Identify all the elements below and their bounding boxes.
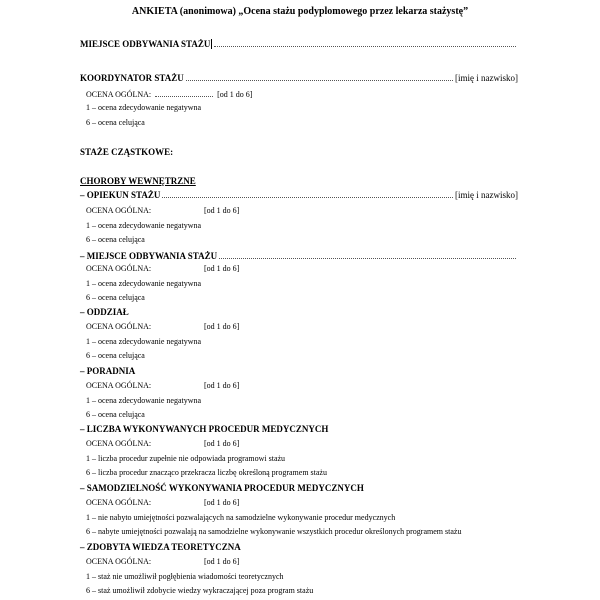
place-input[interactable]	[214, 45, 516, 47]
knowledge-scale-high: 6 – staż umożliwił zdobycie wiedzy wykraczającej poza program stażu	[86, 586, 314, 595]
tutor-scale-low: 1 – ocena zdecydowanie negatywna	[86, 221, 202, 230]
coordinator-rating-row	[86, 88, 252, 99]
independence-scale-low: 1 – nie nabyto umiejętności pozwalających na samodzielne wykonywanie procedur medycznych	[86, 513, 396, 522]
procedures-scale-low: 1 – liczba procedur zupełnie nie odpowiada programowi stażu	[86, 454, 286, 463]
tutor-scale-high: 6 – ocena celująca	[86, 235, 145, 244]
ward-scale-low: 1 – ocena zdecydowanie negatywna	[86, 337, 202, 346]
place-scale-high: 6 – ocena celująca	[86, 293, 145, 302]
coordinator-rating-label: OCENA OGÓLNA:	[86, 90, 152, 99]
coordinator-field-row	[80, 71, 518, 83]
coordinator-name-input[interactable]	[186, 79, 453, 81]
independence-rating-hint: [od 1 do 6]	[204, 498, 240, 507]
knowledge-section-label: – ZDOBYTA WIEDZA TEORETYCZNA	[80, 542, 241, 552]
tutor-field-row	[80, 188, 518, 200]
procedures-rating-label: OCENA OGÓLNA:	[86, 439, 152, 448]
partial-internships-heading: STAŻE CZĄSTKOWE:	[80, 147, 174, 157]
coordinator-rating-input[interactable]	[155, 88, 213, 97]
clinic-scale-high: 6 – ocena celująca	[86, 410, 145, 419]
knowledge-rating-row	[86, 557, 239, 566]
page-title: ANKIETA (anonimowa) „Ocena stażu podyplomowego przez lekarza stażystę”	[131, 6, 469, 17]
procedures-scale-high: 6 – liczba procedur znacząco przekracza liczbę określoną programem stażu	[86, 468, 327, 477]
place-section-row	[80, 249, 518, 261]
knowledge-rating-label: OCENA OGÓLNA:	[86, 557, 152, 566]
place-scale-low: 1 – ocena zdecydowanie negatywna	[86, 279, 202, 288]
coordinator-suffix: [imię i nazwisko]	[455, 73, 518, 83]
place-section-input[interactable]	[219, 257, 516, 259]
coordinator-scale-low: 1 – ocena zdecydowanie negatywna	[86, 103, 202, 112]
procedures-section-label: – LICZBA WYKONYWANYCH PROCEDUR MEDYCZNYCH	[80, 424, 329, 434]
place-label: MIEJSCE ODBYWANIA STAŻU	[80, 39, 211, 49]
place-rating-hint: [od 1 do 6]	[204, 264, 240, 273]
independence-section-label: – SAMODZIELNOŚĆ WYKONYWANIA PROCEDUR MEDYCZNYCH	[80, 483, 364, 493]
procedures-rating-hint: [od 1 do 6]	[204, 439, 240, 448]
clinic-scale-low: 1 – ocena zdecydowanie negatywna	[86, 396, 202, 405]
coordinator-label: KOORDYNATOR STAŻU	[80, 73, 184, 83]
tutor-rating-hint: [od 1 do 6]	[204, 206, 240, 215]
tutor-label: – OPIEKUN STAŻU	[80, 190, 161, 200]
place-rating-label: OCENA OGÓLNA:	[86, 264, 152, 273]
tutor-suffix: [imię i nazwisko]	[455, 190, 518, 200]
clinic-rating-row	[86, 381, 239, 390]
clinic-rating-hint: [od 1 do 6]	[204, 381, 240, 390]
tutor-name-input[interactable]	[162, 196, 453, 198]
independence-rating-label: OCENA OGÓLNA:	[86, 498, 152, 507]
clinic-section-label: – PORADNIA	[80, 366, 136, 376]
knowledge-scale-low: 1 – staż nie umożliwił pogłębienia wiadomości teoretycznych	[86, 572, 284, 581]
procedures-rating-row	[86, 439, 239, 448]
internal-medicine-heading: CHOROBY WEWNĘTRZNE	[80, 176, 196, 186]
place-section-label: – MIEJSCE ODBYWANIA STAŻU	[80, 251, 218, 261]
place-rating-row	[86, 264, 239, 273]
ward-section-label: – ODDZIAŁ	[80, 307, 129, 317]
ward-rating-label: OCENA OGÓLNA:	[86, 322, 152, 331]
ward-rating-row	[86, 322, 239, 331]
text-cursor	[211, 39, 212, 49]
independence-scale-high: 6 – nabyte umiejętności pozwalają na samodzielne wykonywanie wszystkich procedur określonych programem stażu	[86, 527, 462, 536]
knowledge-rating-hint: [od 1 do 6]	[204, 557, 240, 566]
independence-rating-row	[86, 498, 239, 507]
ward-scale-high: 6 – ocena celująca	[86, 351, 145, 360]
coordinator-scale-high: 6 – ocena celująca	[86, 118, 145, 127]
place-field-row	[80, 37, 518, 49]
tutor-rating-label: OCENA OGÓLNA:	[86, 206, 152, 215]
ward-rating-hint: [od 1 do 6]	[204, 322, 240, 331]
coordinator-rating-hint: [od 1 do 6]	[217, 90, 253, 99]
clinic-rating-label: OCENA OGÓLNA:	[86, 381, 152, 390]
tutor-rating-row	[86, 206, 239, 215]
